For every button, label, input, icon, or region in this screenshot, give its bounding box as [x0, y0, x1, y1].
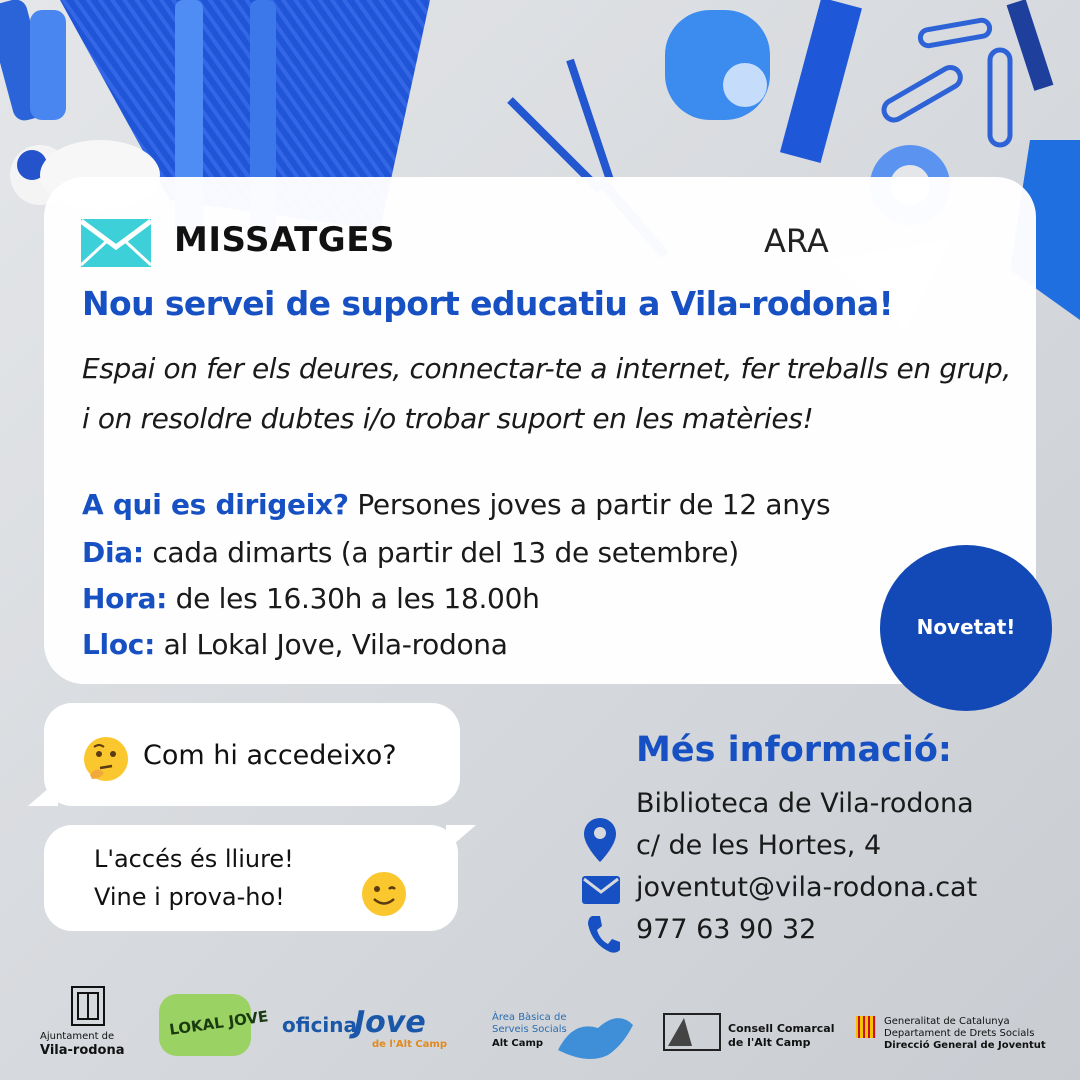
- messages-title: MISSATGES: [174, 220, 395, 260]
- mail-icon: [582, 876, 620, 904]
- gencat-line2: Departament de Drets Socials: [884, 1028, 1035, 1039]
- logo-oficina-jove: [282, 1005, 462, 1060]
- more-info-address: c/ de les Hortes, 4: [636, 830, 882, 861]
- location-pin-icon: [584, 818, 616, 862]
- logo-generalitat: [856, 1016, 1056, 1056]
- detail-time: [82, 582, 540, 615]
- detail-value: Persones joves a partir de 12 anys: [348, 488, 831, 521]
- phone-icon: [586, 914, 620, 954]
- consell-line1: Consell Comarcal: [728, 1022, 835, 1035]
- message-time: ARA: [764, 222, 829, 260]
- bubble-tail: [446, 825, 476, 853]
- logo-ajuntament-vila-rodona: [40, 985, 140, 1060]
- consell-emblem-icon: [662, 1012, 722, 1052]
- alt-camp-text: de l'Alt Camp: [372, 1039, 448, 1050]
- description: Espai on fer els deures, connectar-te a internet, fer treballs en grup, i on resoldre dubtes i/o trobar suport en les matèries!: [82, 352, 1011, 435]
- logo-lokal-jove: [155, 990, 270, 1060]
- detail-value: de les 16.30h a les 18.00h: [167, 582, 540, 615]
- envelope-icon: [81, 219, 151, 267]
- gencat-line1: Generalitat de Catalunya: [884, 1016, 1010, 1027]
- novelty-badge: [880, 545, 1052, 711]
- coat-of-arms-icon: [70, 985, 106, 1027]
- ajuntament-line1: Ajuntament de: [40, 1031, 115, 1042]
- jove-text: Jove: [354, 1005, 426, 1040]
- detail-place: [82, 628, 508, 661]
- more-info-email[interactable]: joventut@vila-rodona.cat: [636, 872, 978, 903]
- badge-text: Novetat!: [916, 615, 1016, 639]
- abss-line1: Àrea Bàsica de: [492, 1012, 567, 1023]
- more-info-title: Més informació:: [636, 730, 952, 770]
- more-info-phone[interactable]: 977 63 90 32: [636, 914, 817, 945]
- answer-line-2: Vine i prova-ho!: [94, 883, 285, 911]
- detail-audience: [82, 488, 830, 521]
- consell-line2: de l'Alt Camp: [728, 1036, 811, 1049]
- lokal-jove-text: LOKAL JOVE: [168, 1007, 270, 1039]
- logo-consell-comarcal: [662, 1012, 835, 1057]
- detail-value: al Lokal Jove, Vila-rodona: [154, 628, 508, 661]
- answer-line-1: L'accés és lliure!: [94, 845, 294, 873]
- detail-value: cada dimarts (a partir del 13 de setembre): [143, 536, 739, 569]
- ajuntament-line2: Vila-rodona: [40, 1043, 125, 1058]
- detail-label: A qui es dirigeix?: [82, 488, 349, 521]
- detail-label: Lloc:: [82, 628, 155, 661]
- smiley-face-emoji: [360, 870, 408, 918]
- logo-abss-alt-camp: [488, 1010, 638, 1065]
- headline: Nou servei de suport educatiu a Vila-rodona!: [82, 284, 894, 323]
- detail-day: [82, 536, 739, 569]
- senyera-icon: [856, 1016, 876, 1038]
- gencat-line3: Direcció General de Joventut: [884, 1040, 1046, 1051]
- oficina-text: oficina: [282, 1013, 358, 1037]
- more-info-place: Biblioteca de Vila-rodona: [636, 788, 974, 819]
- abss-line3: Alt Camp: [492, 1038, 544, 1049]
- detail-label: Hora:: [82, 582, 168, 615]
- thinking-face-emoji: [82, 735, 130, 783]
- question-text: Com hi accedeixo?: [143, 740, 397, 771]
- detail-label: Dia:: [82, 536, 144, 569]
- bubble-tail: [28, 780, 58, 808]
- abss-line2: Serveis Socials: [492, 1024, 567, 1035]
